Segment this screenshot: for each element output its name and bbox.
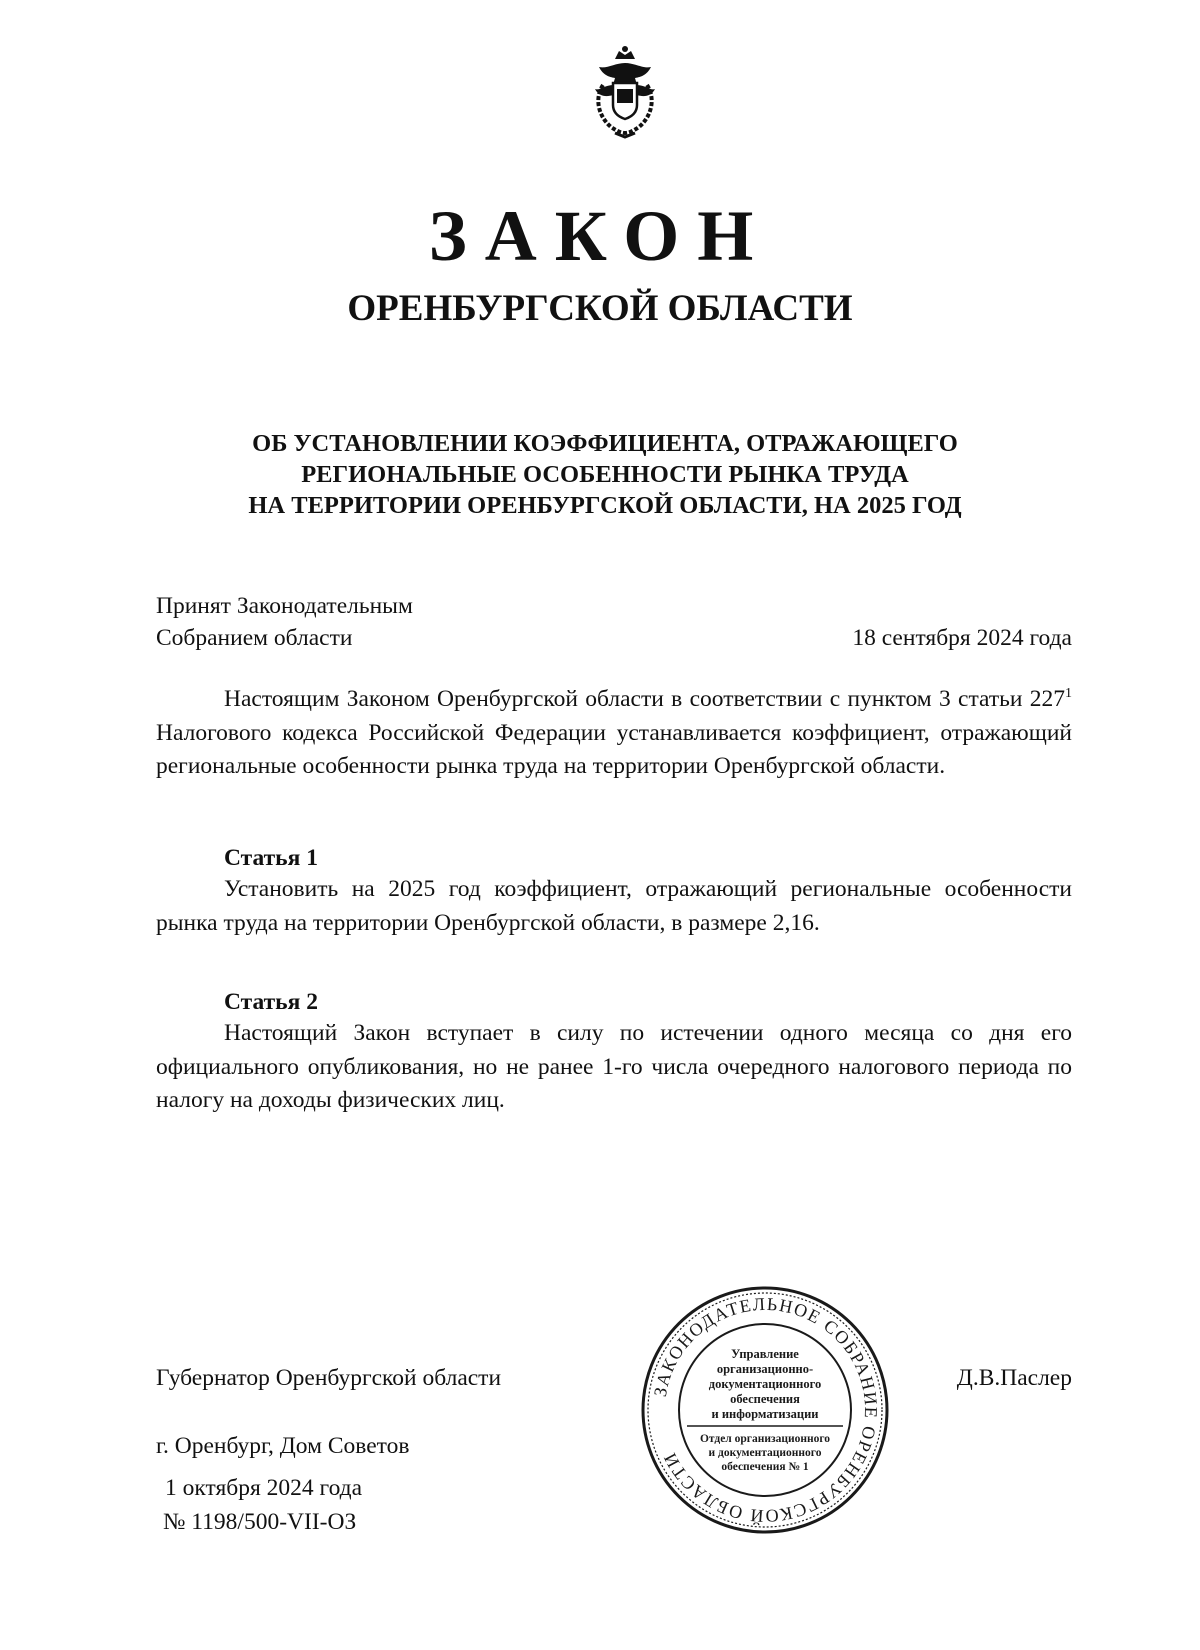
stamp-inner-line: и информатизации <box>711 1407 819 1421</box>
article-2-text: Настоящий Закон вступает в силу по истечении одного месяца со дня его официального опубликования, но не ранее 1-го числа очередного налогового периода по налогу на доходы физических лиц. <box>156 1020 1072 1113</box>
signatory-name: Д.В.Паслер <box>956 1365 1072 1391</box>
document-type-title: ЗАКОН <box>428 196 772 276</box>
stamp-inner-line: обеспечения <box>730 1392 800 1406</box>
adoption-note <box>156 590 413 654</box>
heading-line: ОБ УСТАНОВЛЕНИИ КОЭФФИЦИЕНТА, ОТРАЖАЮЩЕГО <box>252 430 958 457</box>
stamp-inner-line: организационно- <box>716 1362 814 1376</box>
stamp-lower-line: обеспечения № 1 <box>721 1461 809 1473</box>
signing-date: 1 октября 2024 года <box>165 1475 363 1501</box>
adoption-line: Принят Законодательным <box>156 593 413 619</box>
signing-place: г. Оренбург, Дом Советов <box>156 1433 410 1459</box>
adoption-line: Собранием области <box>156 625 353 651</box>
law-number: № 1198/500-VII-ОЗ <box>163 1509 357 1535</box>
article-2-title: Статья 2 <box>224 989 318 1015</box>
stamp-inner-line: Управление <box>731 1347 799 1361</box>
region-subtitle: ОРЕНБУРГСКОЙ ОБЛАСТИ <box>347 288 853 329</box>
stamp-lower-line: и документационного <box>708 1447 822 1459</box>
preamble-superscript: 1 <box>1065 686 1072 701</box>
preamble-paragraph <box>156 683 1072 784</box>
adoption-date: 18 сентября 2024 года <box>852 625 1072 651</box>
heading-line: НА ТЕРРИТОРИИ ОРЕНБУРГСКОЙ ОБЛАСТИ, НА 2025 ГОД <box>248 492 962 519</box>
stamp-lower-line: Отдел организационного <box>699 1433 831 1445</box>
article-1-text: Установить на 2025 год коэффициент, отражающий региональные особенности рынка труда на территории Оренбургской области, в размере 2,16. <box>156 876 1072 936</box>
law-heading <box>140 428 1070 521</box>
article-1-body <box>156 873 1072 940</box>
stamp-inner-line: документационного <box>708 1377 822 1391</box>
article-2-body <box>156 1017 1072 1118</box>
article-1-title: Статья 1 <box>224 845 318 871</box>
signatory-position: Губернатор Оренбургской области <box>156 1365 502 1391</box>
stamp-ring-text: ЗАКОНОДАТЕЛЬНОЕ СОБРАНИЕ ОРЕНБУРГСКОЙ ОБЛАСТИ <box>649 1293 882 1527</box>
heading-line: РЕГИОНАЛЬНЫЕ ОСОБЕННОСТИ РЫНКА ТРУДА <box>301 461 909 488</box>
preamble-text: Настоящим Законом Оренбургской области в соответствии с пунктом 3 статьи 227 <box>224 686 1065 712</box>
coat-of-arms-emblem <box>585 45 665 140</box>
preamble-text-continued: Налогового кодекса Российской Федерации устанавливается коэффициент, отражающий региональные особенности рынка труда на территории Оренбургской области. <box>156 719 1072 779</box>
official-seal-stamp <box>635 1280 895 1540</box>
